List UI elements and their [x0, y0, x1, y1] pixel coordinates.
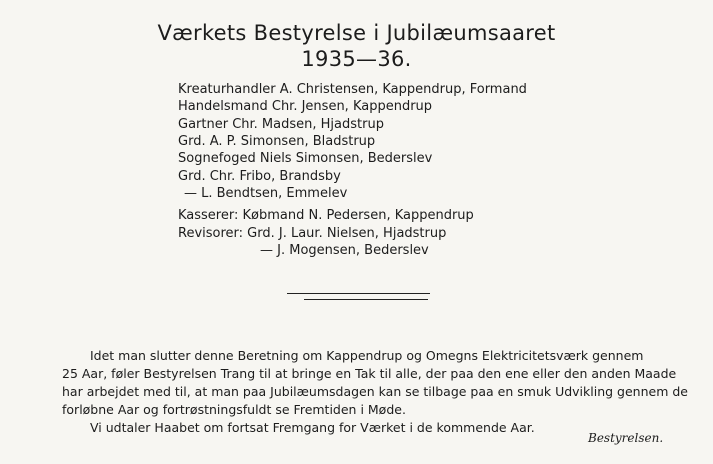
paragraph-line: forløbne Aar og fortrøstningsfuldt se Fremtiden i Møde.: [62, 402, 406, 417]
board-member: Gartner Chr. Madsen, Hjadstrup: [178, 117, 384, 132]
board-member: Kreaturhandler A. Christensen, Kappendrup, Formand: [178, 82, 527, 97]
board-member: — L. Bendtsen, Emmelev: [184, 186, 348, 201]
divider-rule: [287, 293, 430, 294]
board-member: Sognefoged Niels Simonsen, Bederslev: [178, 151, 433, 166]
document-title: Værkets Bestyrelse i Jubilæumsaaret: [157, 21, 556, 45]
board-member: Handelsmand Chr. Jensen, Kappendrup: [178, 99, 433, 114]
paragraph-line: har arbejdet med til, at man paa Jubilæumsdagen kan se tilbage paa en smuk Udvikling gennem de: [62, 384, 688, 399]
officer-auditor: Revisorer: Grd. J. Laur. Nielsen, Hjadstrup: [178, 226, 447, 241]
officer-auditor: — J. Mogensen, Bederslev: [260, 243, 429, 258]
paragraph-line: 25 Aar, føler Bestyrelsen Trang til at bringe en Tak til alle, der paa den ene eller den anden Maade: [62, 366, 677, 381]
paragraph-line: Idet man slutter denne Beretning om Kappendrup og Omegns Elektricitetsværk gennem: [90, 348, 644, 363]
board-member: Grd. Chr. Fribo, Brandsby: [178, 169, 341, 184]
document-title-years: 1935—36.: [301, 47, 412, 71]
paragraph-line: Vi udtaler Haabet om fortsat Fremgang for Værket i de kommende Aar.: [90, 420, 535, 435]
board-member: Grd. A. P. Simonsen, Bladstrup: [178, 134, 376, 149]
signature: Bestyrelsen.: [588, 431, 664, 445]
divider-rule: [304, 299, 428, 300]
officer-treasurer: Kasserer: Købmand N. Pedersen, Kappendrup: [178, 208, 474, 223]
